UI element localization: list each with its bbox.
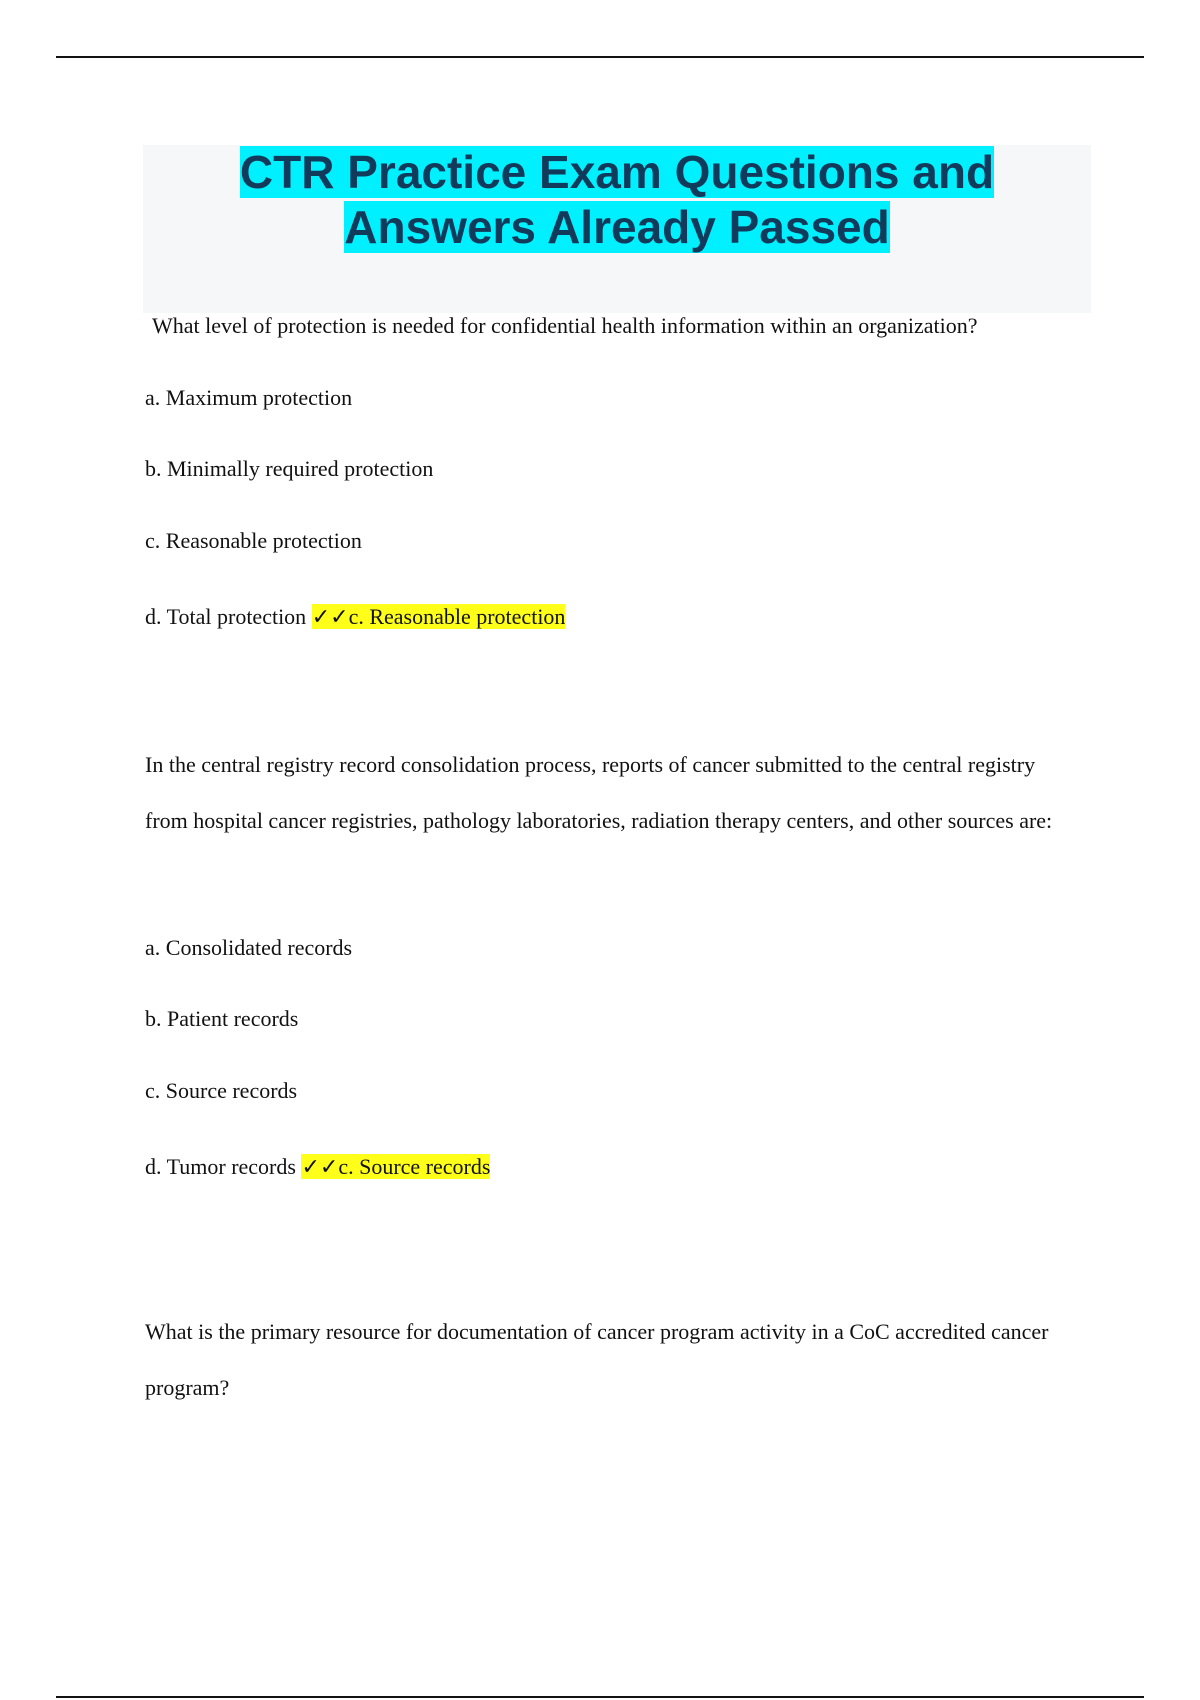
check-mark-icon: ✓✓ xyxy=(301,1155,339,1180)
question-1-option-d-line xyxy=(145,604,565,630)
question-1-option-b: b. Minimally required protection xyxy=(145,456,434,481)
question-2-option-d-line xyxy=(145,1154,490,1180)
title-line-2: Answers Already Passed xyxy=(344,201,890,253)
document-title xyxy=(143,145,1091,255)
question-1-answer-text: c. Reasonable protection xyxy=(348,604,566,629)
question-2-option-c: c. Source records xyxy=(145,1078,298,1103)
question-2-option-b: b. Patient records xyxy=(145,1006,299,1031)
top-rule xyxy=(56,56,1144,58)
question-1-option-c: c. Reasonable protection xyxy=(145,528,362,553)
title-band xyxy=(143,145,1091,313)
question-2-option-d: d. Tumor records xyxy=(145,1154,296,1179)
question-1-option-a: a. Maximum protection xyxy=(145,385,353,410)
question-2-text: In the central registry record consolidation process, reports of cancer submitted to the central registry from hospital cancer registries, pathology laboratories, radiation therapy centers, and other sources are: xyxy=(145,752,1053,833)
question-1-text: What level of protection is needed for confidential health information within an organization? xyxy=(152,313,978,338)
question-3-text: What is the primary resource for documentation of cancer program activity in a CoC accredited cancer program? xyxy=(145,1319,1049,1400)
check-mark-icon: ✓✓ xyxy=(311,605,349,630)
question-2-answer-text: c. Source records xyxy=(338,1154,491,1179)
title-line-1: CTR Practice Exam Questions and xyxy=(239,146,995,198)
question-1-answer xyxy=(312,604,566,629)
question-2-answer xyxy=(301,1154,490,1179)
question-1-option-d: d. Total protection xyxy=(145,604,307,629)
bottom-rule xyxy=(56,1696,1144,1698)
question-2-option-a: a. Consolidated records xyxy=(145,935,353,960)
